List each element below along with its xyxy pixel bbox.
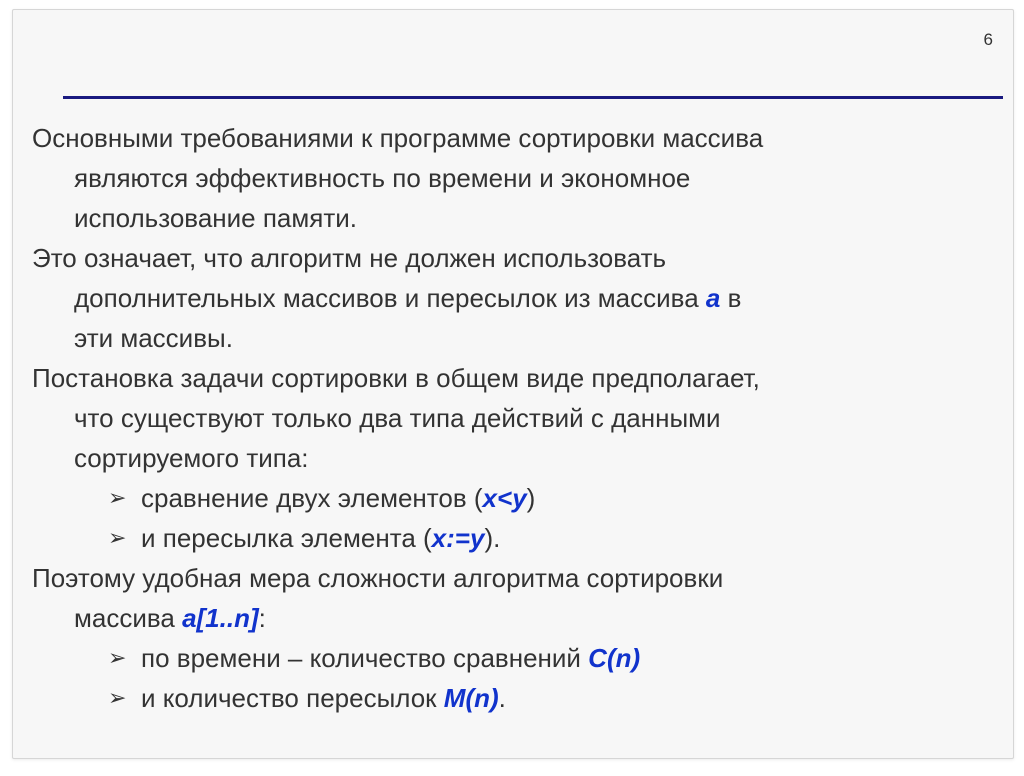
measure-comparisons: C(n) xyxy=(588,643,641,673)
text-line: дополнительных массивов и пересылок из массива xyxy=(74,283,706,313)
bullet-text: ) xyxy=(526,483,536,513)
paragraph-requirements xyxy=(32,118,993,238)
bullet-item-comparisons-count xyxy=(32,638,993,678)
title-divider xyxy=(63,96,1003,99)
text-line: сортируемого типа: xyxy=(74,443,309,473)
bullet-text: и количество пересылок xyxy=(141,683,444,713)
bullet-text: . xyxy=(498,683,506,713)
array-notation: a[1..n] xyxy=(182,603,259,633)
arrow-head-bullet-icon: ➢ xyxy=(108,645,127,670)
bullet-text: и пересылка элемента ( xyxy=(141,523,432,553)
text-line: Поэтому удобная мера сложности алгоритма сортировки xyxy=(32,563,724,593)
bullet-text: ). xyxy=(484,523,501,553)
paragraph-meaning xyxy=(32,238,993,358)
text-line: массива xyxy=(74,603,183,633)
text-line: что существуют только два типа действий с данными xyxy=(74,403,721,433)
text-line: являются эффективность по времени и экономное xyxy=(74,163,691,193)
text-line: Постановка задачи сортировки в общем виде предполагает, xyxy=(32,363,760,393)
text-line: Это означает, что алгоритм не должен использовать xyxy=(32,243,667,273)
measure-moves: M(n) xyxy=(443,683,499,713)
paragraph-conclusion xyxy=(32,558,993,638)
paragraph-problem-statement xyxy=(32,358,993,478)
bullet-item-assignment xyxy=(32,518,993,558)
slide-body xyxy=(32,118,993,718)
text-line: Основными требованиями к программе сортировки массива xyxy=(32,123,764,153)
bullet-item-comparison xyxy=(32,478,993,518)
text-line: использование памяти. xyxy=(74,203,357,233)
expression-comparison: x<y xyxy=(482,483,527,513)
page-number: 6 xyxy=(983,30,993,49)
bullet-item-moves-count xyxy=(32,678,993,718)
expression-assignment: x:=y xyxy=(431,523,485,553)
text-line: : xyxy=(258,603,266,633)
arrow-head-bullet-icon: ➢ xyxy=(108,685,127,710)
text-line: эти массивы. xyxy=(74,323,233,353)
arrow-head-bullet-icon: ➢ xyxy=(108,485,127,510)
slide xyxy=(12,9,1014,759)
arrow-head-bullet-icon: ➢ xyxy=(108,525,127,550)
bullet-text: сравнение двух элементов ( xyxy=(141,483,483,513)
bullet-text: по времени – количество сравнений xyxy=(141,643,589,673)
variable-a: a xyxy=(705,283,721,313)
text-line: в xyxy=(720,283,742,313)
